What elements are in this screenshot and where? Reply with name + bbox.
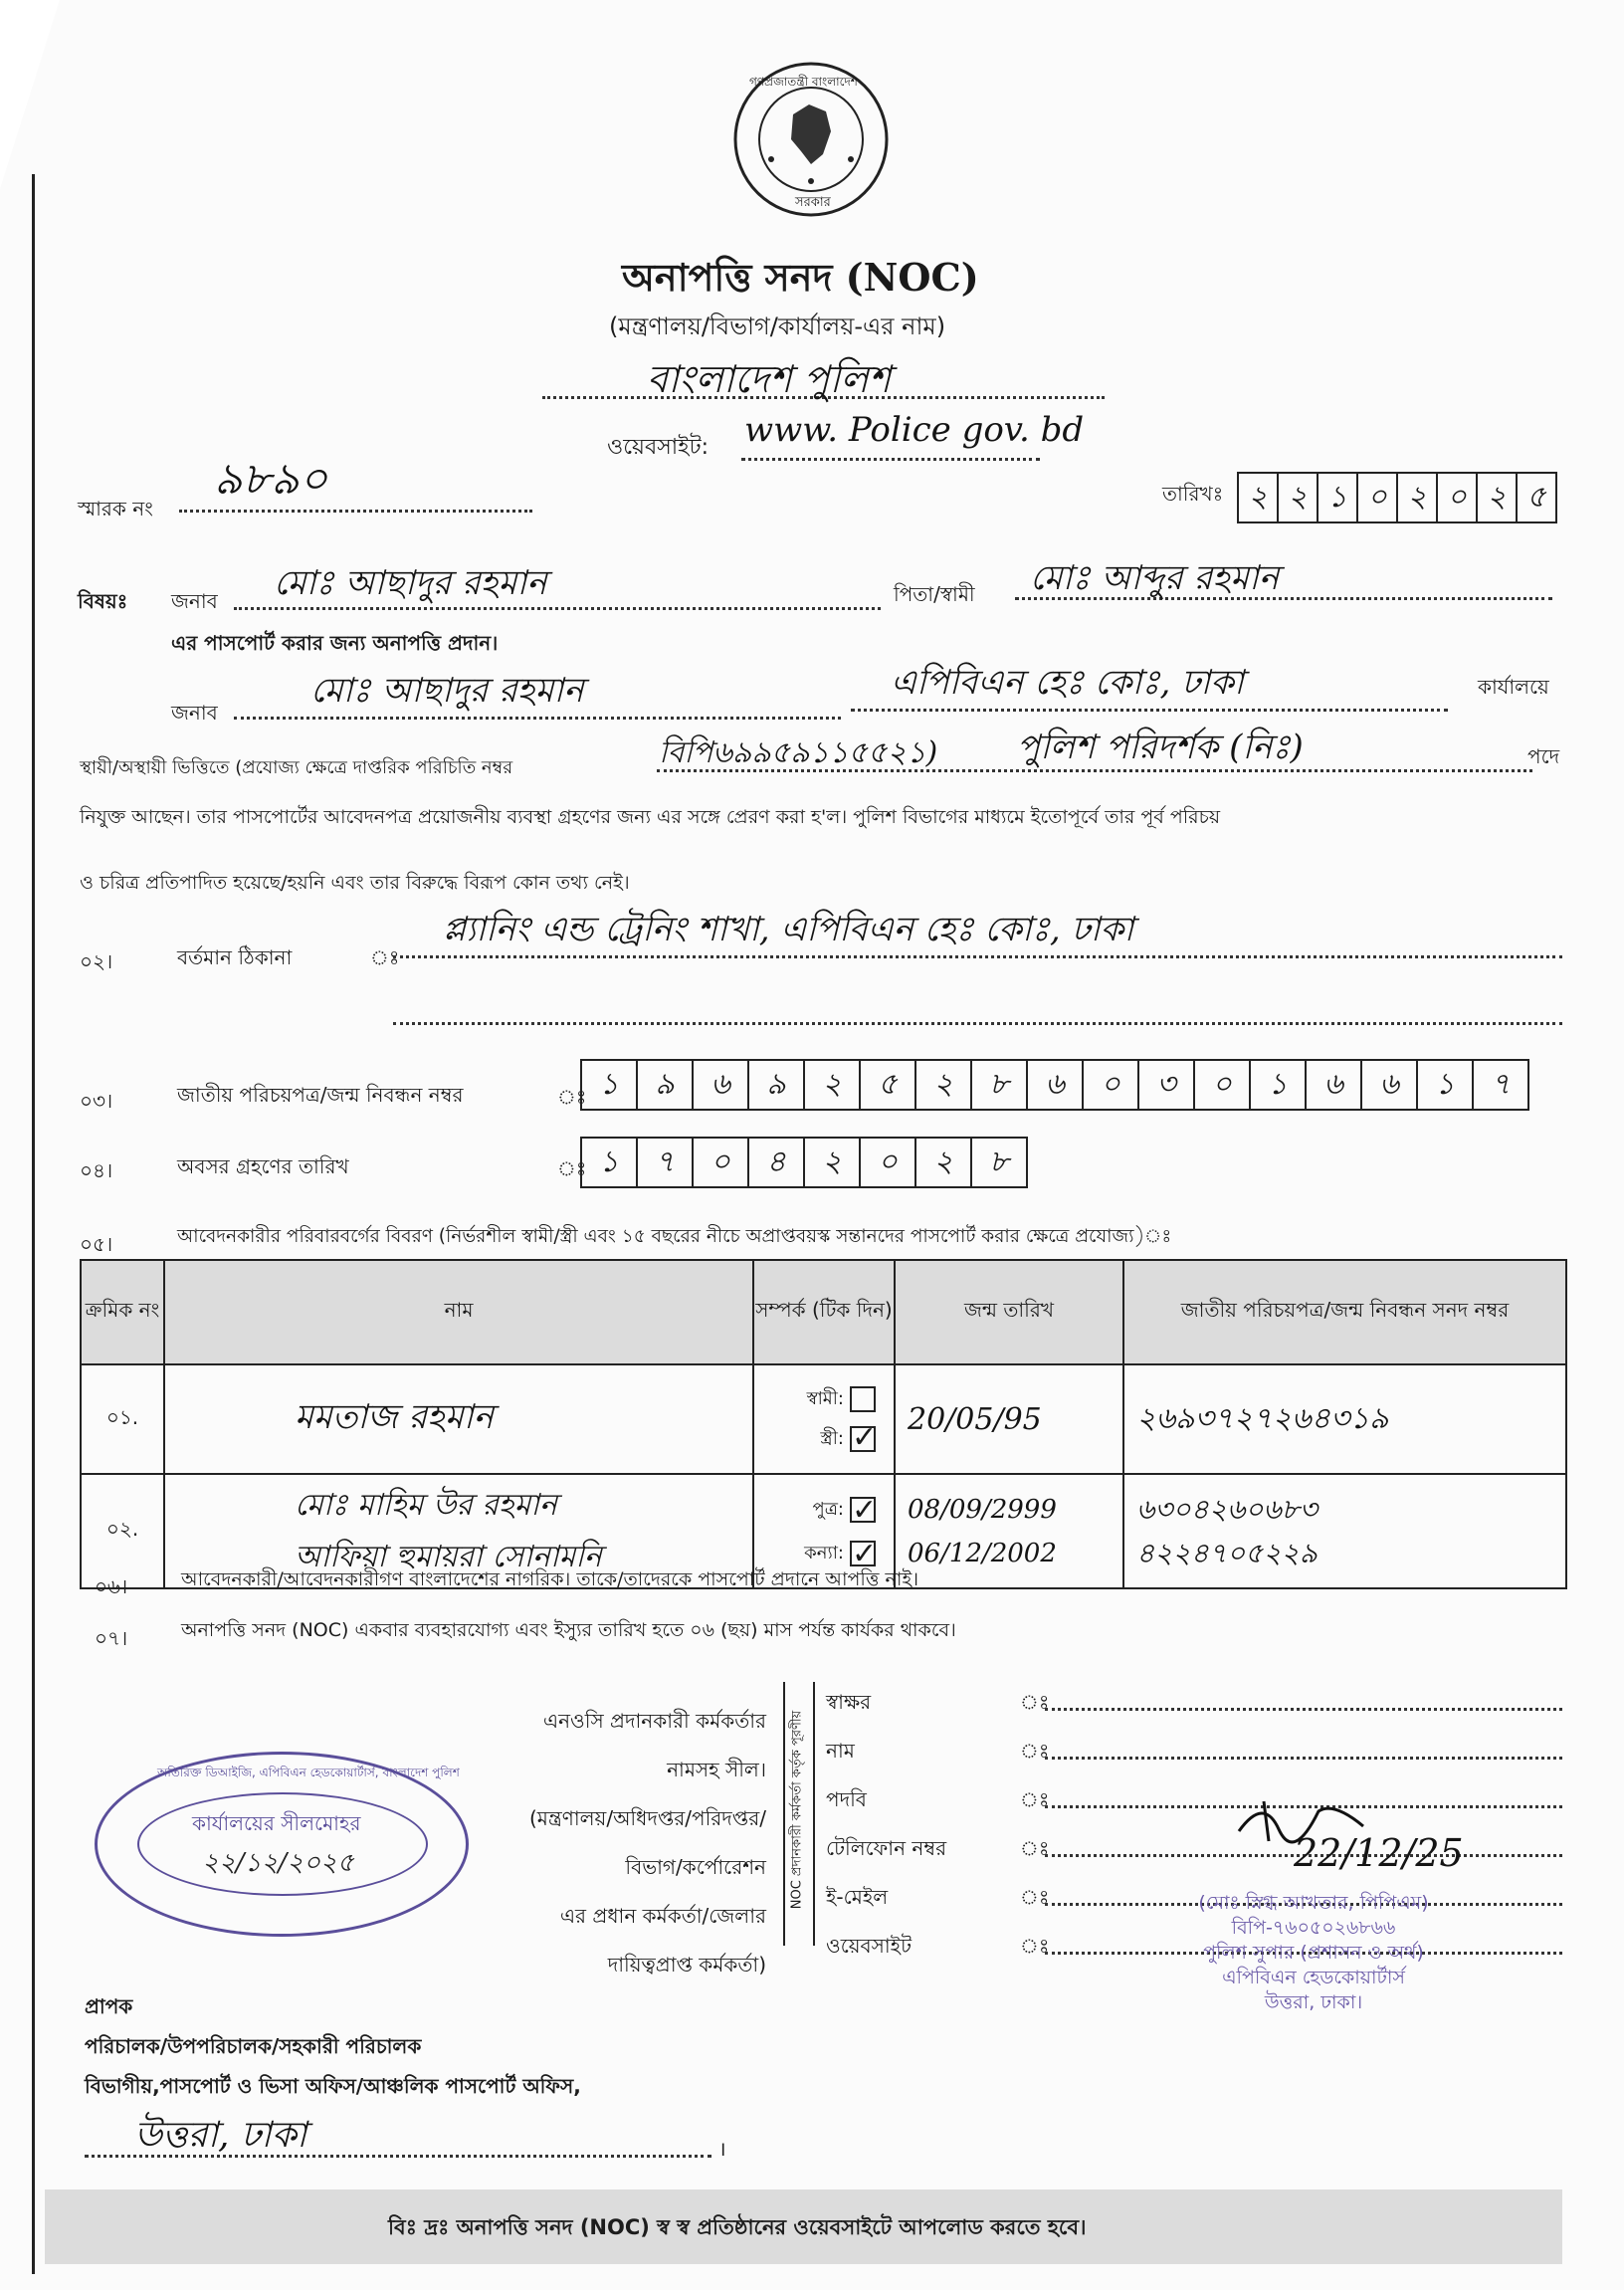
item-06-number: ০৬। [95,1574,128,1598]
relation-option [754,1379,876,1419]
emblem-arc-text: গণপ্রজাতন্ত্রী বাংলাদেশ [749,75,858,89]
vertical-issuer-text: NOC প্রদানকারী কর্মকর্তা কর্তৃক পূরণীয় [789,1710,805,1910]
digit-box: ২ [1277,472,1317,523]
basis-label: স্থায়ী/অস্থায়ী ভিত্তিতে (প্রযোজ্য ক্ষেত্রে দাপ্তরিক পরিচিতি নম্বর [80,757,513,778]
signature-field-colon: ঃ [1020,1739,1050,1763]
document-subtitle: (মন্ত্রণালয়/বিভাগ/কার্যালয়-এর নাম) [609,312,946,340]
subject-line2: এর পাসপোর্ট করার জন্য অনাপত্তি প্রদান। [171,631,499,655]
memo-value: ৯৮৯০ [214,454,328,505]
recipient-city: উত্তরা, ঢাকা [134,2115,307,2156]
item-07-text: অনাপত্তি সনদ (NOC) একবার ব্যবহারযোগ্য এবং ইস্যুর তারিখ হতে ০৬ (ছয়) মাস পর্যন্ত কার্যকর থাকবে। [181,1619,956,1641]
digit-box: ২ [1237,472,1277,523]
header-nid: জাতীয় পরিচয়পত্র/জন্ম নিবন্ধন সনদ নম্বর [1123,1260,1566,1364]
digit-box: ২ [803,1137,859,1188]
member-nid: ৬৩০৪২৬০৬৮৩ [1136,1492,1318,1526]
digit-box: ০ [1356,472,1396,523]
post-suffix: পদে [1527,744,1560,768]
recipient-line: পরিচালক/উপপরিচালক/সহকারী পরিচালক [85,2034,422,2058]
digit-box: ১ [580,1059,636,1111]
designation: পুলিশ পরিদর্শক (নিঃ) [1017,728,1304,767]
item-02-colon: ঃ [370,945,400,969]
signature-field-label: টেলিফোন নম্বর [826,1836,947,1860]
officer-stamp-line: বিপি-৭৬০৫০২৬৮৬৬ [1231,1917,1396,1939]
org-name: বাংলাদেশ পুলিশ [647,357,892,401]
item-06-text: আবেদনকারী/আবেদনকারীগণ বাংলাদেশের নাগরিক। তাকে/তাদেরকে পাসপোর্ট প্রদানে আপত্তি নাই। [181,1568,919,1590]
item-07-number: ০৭। [95,1626,128,1650]
item-03-colon: ঃ [557,1085,587,1109]
signature-field-line[interactable] [1045,1708,1562,1711]
digit-box: ৭ [636,1137,692,1188]
member-name: মোঃ মাহিম উর রহমান [295,1487,557,1523]
relation-label: পুত্র: [812,1498,844,1520]
footer-note-bar [45,2189,1562,2264]
digit-box: ০ [692,1137,747,1188]
digit-box: ৭ [1472,1059,1529,1111]
issuer-label-line: এর প্রধান কর্মকর্তা/জেলার [559,1904,766,1928]
issuer-label-line: দায়িত্বপ্রাপ্ত কর্মকর্তা) [607,1953,766,1977]
digit-box: ৫ [859,1059,914,1111]
officer-stamp-line: উত্তরা, ঢাকা। [1264,1991,1363,2013]
item-02-label: বর্তমান ঠিকানা [177,945,293,969]
item-02-number: ০২। [80,949,113,973]
digit-box: ২ [1396,472,1436,523]
item-04-colon: ঃ [557,1156,587,1180]
signature-field-label: নাম [826,1739,855,1763]
digit-box: ২ [914,1059,970,1111]
footer-note: বিঃ দ্রঃ অনাপত্তি সনদ (NOC) স্ব স্ব প্রতিষ্ঠানের ওয়েবসাইটে আপলোড করতে হবে। [388,2215,1087,2239]
subject-label: বিষয়ঃ [78,589,128,613]
office-seal-title: কার্যালয়ের সীলমোহর [192,1811,361,1835]
row-serial: ০২. [81,1474,164,1588]
digit-box: ৯ [747,1059,803,1111]
digit-box: ১ [580,1137,636,1188]
paragraph-line-1: নিযুক্ত আছেন। তার পাসপোর্টের আবেদনপত্র প্রয়োজনীয় ব্যবস্থা গ্রহণের জন্য এর সঙ্গে প্রেরণ করা হ'ল। পুলিশ বিভাগের মাধ্যমে ইতোপূর্বে তার পূর্ব পরিচয় [80,806,1221,828]
officer-stamp [1124,1891,1503,2015]
digit-box: ০ [859,1137,914,1188]
digit-box: ৩ [1137,1059,1193,1111]
row-nid-cell [1123,1364,1566,1474]
item-03-label: জাতীয় পরিচয়পত্র/জন্ম নিবন্ধন নম্বর [177,1083,464,1107]
signed-date: 22/12/25 [1294,1831,1464,1875]
row-dob-cell [895,1474,1123,1588]
officer-stamp-line: পুলিশ সুপার (প্রশাসন ও অর্থ) [1203,1942,1424,1964]
member-dob: 20/05/95 [908,1401,1042,1437]
relation-checkbox[interactable] [850,1497,876,1523]
applicant-name: মোঃ আছাদুর রহমান [274,563,547,603]
office-seal-date: ২২/১২/২০২৫ [202,1848,354,1878]
left-border-line [32,174,35,2274]
digit-box: ৪ [747,1137,803,1188]
relation-checkbox[interactable] [850,1541,876,1566]
row-serial: ০১. [81,1364,164,1474]
digit-box: ৬ [1360,1059,1416,1111]
digit-box: ২ [914,1137,970,1188]
item-05-label: আবেদনকারীর পরিবারবর্গের বিবরণ (নির্ভরশীল স্বামী/স্ত্রী এবং ১৫ বছরের নীচে অপ্রাপ্তবয়স্ক সন্তানদের পাসপোর্ট করার ক্ষেত্রে প্রযোজ্য)ঃ [177,1226,1172,1247]
issuer-label-line: এনওসি প্রদানকারী কর্মকর্তার [542,1709,766,1733]
member-nid: ২৬৯৩৭২৭২৬৪৩১৯ [1136,1400,1389,1436]
office-name: এপিবিএন হেঃ কোঃ, ঢাকা [891,663,1244,703]
row-dob-cell [895,1364,1123,1474]
header-dob: জন্ম তারিখ [895,1260,1123,1364]
issuer-label-line: (মন্ত্রণালয়/অধিদপ্তর/পরিদপ্তর/ [528,1806,766,1830]
signature-field-label: পদবি [826,1787,867,1811]
member-nid: ৪২২৪৭০৫২২৯ [1136,1536,1318,1569]
document-title: অনাপত্তি সনদ (NOC) [622,255,979,300]
row-relation-cell [753,1364,895,1474]
officer-stamp-line: (মোঃ স্নিগ্ধ আখতার, পিপিএম) [1198,1892,1429,1914]
father-name: মোঃ আব্দুর রহমান [1030,558,1280,598]
vertical-issuer-strip [783,1682,815,1946]
signature-field-row [826,1779,1567,1819]
signature-field-line[interactable] [1045,1757,1562,1760]
digit-box: ৮ [970,1059,1026,1111]
website-label: ওয়েবসাইট: [607,435,709,460]
applicant-name-2: মোঃ আছাদুর রহমান [310,671,584,711]
header-relation: সম্পর্ক (টিক দিন) [753,1260,895,1364]
item-03-number: ০৩। [80,1089,113,1113]
relation-label: স্বামী: [806,1388,844,1409]
signature-field-colon: ঃ [1020,1836,1050,1860]
signature-field-colon: ঃ [1020,1934,1050,1958]
signature-field-colon: ঃ [1020,1787,1050,1811]
digit-box: ১ [1249,1059,1305,1111]
issuer-label-line: নামসহ সীল। [667,1758,766,1781]
office-seal [95,1752,469,1937]
member-dob: 08/09/2999 [908,1494,1057,1525]
item-05-number: ০৫। [80,1232,113,1256]
memo-label: স্মারক নং [78,497,153,520]
family-table [80,1259,1567,1589]
relation-label: স্ত্রী: [820,1428,844,1449]
signature-field-label: স্বাক্ষর [826,1690,872,1714]
header-name: নাম [164,1260,753,1364]
officer-stamp-line: এপিবিএন হেডকোয়ার্টার্স [1222,1967,1405,1988]
current-address: প্ল্যানিং এন্ড ট্রেনিং শাখা, এপিবিএন হেঃ কোঃ, ঢাকা [443,910,1134,949]
row-nid-cell [1123,1474,1566,1588]
digit-box: ০ [1193,1059,1249,1111]
digit-box: ৬ [1305,1059,1360,1111]
item-04-number: ০৪। [80,1158,113,1182]
digit-box: ৫ [1516,472,1557,523]
recipient-line: বিভাগীয়,পাসপোর্ট ও ভিসা অফিস/আঞ্চলিক পাসপোর্ট অফিস, [85,2074,581,2098]
relation-checkbox[interactable] [850,1426,876,1452]
digit-box: ৯ [636,1059,692,1111]
website-value: www. Police gov. bd [744,410,1085,450]
paragraph-line-2: ও চরিত্র প্রতিপাদিত হয়েছে/হয়নি এবং তার বিরুদ্ধে বিরূপ কোন তথ্য নেই। [80,872,630,894]
office-suffix: কার্যালয়ে [1478,675,1549,699]
janab-label-2: জনাব [171,701,218,725]
issuer-label-line: বিভাগ/কর্পোরেশন [625,1855,766,1879]
digit-box: ০ [1436,472,1476,523]
member-name: আফিয়া হুমায়রা সোনামনি [295,1539,602,1574]
date-label: তারিখঃ [1162,482,1224,506]
header-serial: ক্রমিক নং [81,1260,164,1364]
digit-box: ০ [1082,1059,1137,1111]
relation-checkbox[interactable] [850,1386,876,1412]
row-name-cell [164,1364,753,1474]
folded-corner [0,0,60,189]
government-emblem [731,60,891,219]
digit-box: ২ [1476,472,1516,523]
address-line-2 [393,1022,1562,1025]
digit-box: ৬ [1026,1059,1082,1111]
item-04-label: অবসর গ্রহণের তারিখ [177,1154,349,1178]
digit-box: ৬ [692,1059,747,1111]
relation-option [754,1419,876,1459]
signature-field-row [826,1731,1567,1770]
signature-field-label: ই-মেইল [826,1885,889,1909]
issuer-label-block [438,1697,766,1989]
relation-option [754,1488,876,1532]
emblem-bottom-text: সরকার [795,195,831,210]
digit-box: ১ [1416,1059,1472,1111]
signature-field-row [826,1682,1567,1722]
signature-field-colon: ঃ [1020,1885,1050,1909]
digit-box: ১ [1317,472,1356,523]
digit-box: ৮ [970,1137,1028,1188]
digit-box: ২ [803,1059,859,1111]
recipient-label: প্রাপক [85,1994,133,2018]
janab-label: জনাব [171,589,218,613]
signature-field-label: ওয়েবসাইট [826,1934,912,1958]
member-name: মমতাজ রহমান [295,1396,494,1437]
member-dob: 06/12/2002 [908,1538,1057,1568]
official-id: বিপি৬৯৯৫৯১১৫৫২১) [659,735,938,770]
relation-label: কন্যা: [804,1542,844,1563]
signature-field-colon: ঃ [1020,1690,1050,1714]
recipient-end: । [718,2137,726,2161]
table-row [81,1364,1566,1474]
website-line [741,458,1040,461]
father-label: পিতা/স্বামী [894,582,975,606]
office-seal-ring-text: অতিরিক্ত ডিআইজি, এপিবিএন হেডকোয়ার্টার্স, বাংলাদেশ পুলিশ [157,1766,460,1779]
